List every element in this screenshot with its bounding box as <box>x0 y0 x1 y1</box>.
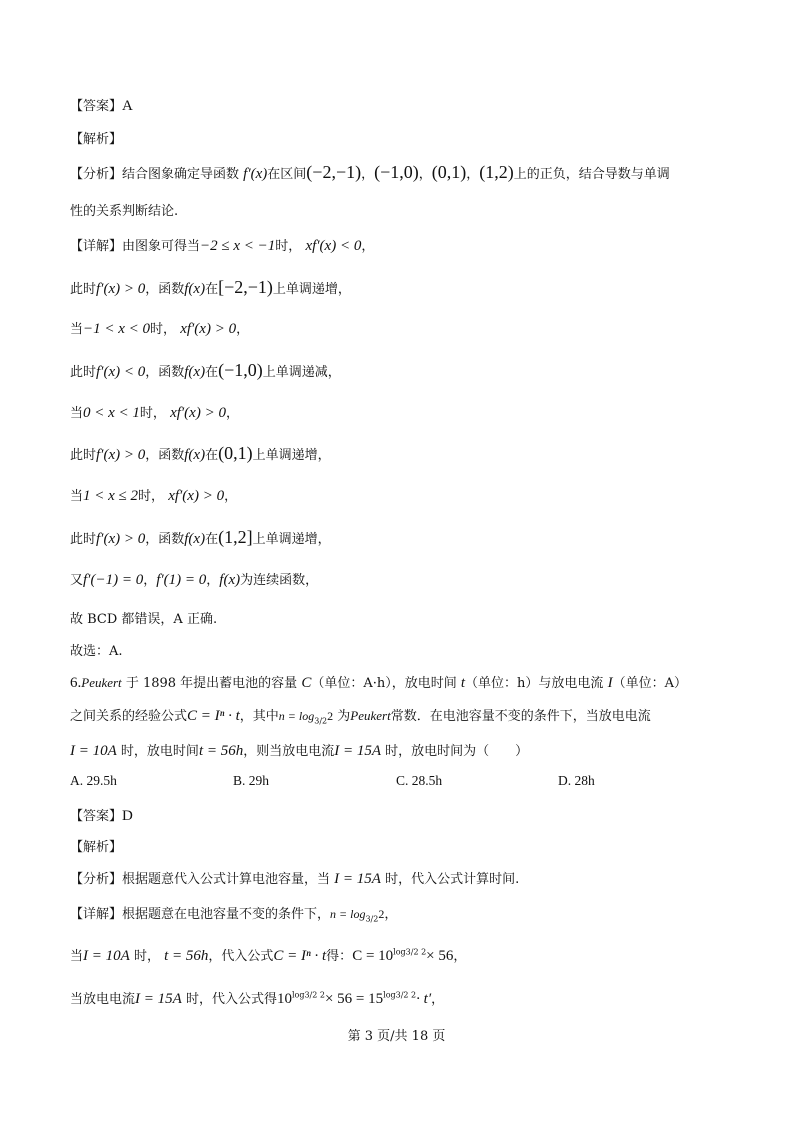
detail-line-3: 此时f′(x) < 0，函数f(x)在(−1,0)上单调递减， <box>70 360 341 380</box>
detail-line-4: 当0 < x < 1时， xf′(x) > 0， <box>70 405 239 421</box>
option-d: D. 28h <box>558 773 595 788</box>
interval: (−1,0) <box>374 162 419 182</box>
answer-line-2: 【答案】D <box>70 808 133 824</box>
detail-line-1: 此时f′(x) > 0，函数f(x)在[−2,−1)上单调递增， <box>70 277 351 297</box>
answer-value: A <box>122 98 133 114</box>
question-6-line-3: I = 10A 时，放电时间t = 56h，则当放电电流I = 15A 时，放电时间为（ ） <box>70 743 529 759</box>
question-6-line-2: 之间关系的经验公式C = Iⁿ · t，其中$n = \log_{3/2}2$ 为Peukert常数．在电池容量不变的条件下，当放电电流 <box>70 708 651 726</box>
interval: (0,1) <box>431 162 467 182</box>
fenxi-line-1: 【分析】结合图象确定导函数 f′(x)在区间(−2,−1)，(−1,0)，(0,1)，(1,2)上的正负，结合导数与单调 <box>70 162 670 182</box>
detail-line-6: 当1 < x ≤ 2时， xf′(x) > 0， <box>70 488 238 504</box>
analysis-label-2: 【解析】 <box>70 840 123 855</box>
option-b: B. 29h <box>233 773 270 788</box>
interval: (−2,−1) <box>306 162 362 182</box>
question-6-line-1: 6.Peukert 于 1898 年提出蓄电池的容量 C（单位：A·h），放电时间 t（单位：h）与放电电流 I（单位：A） <box>70 675 687 691</box>
detail-line-2: 当−1 < x < 0时， xf′(x) > 0， <box>70 321 250 337</box>
answer-line-1 <box>70 95 133 115</box>
option-c: C. 28.5h <box>396 773 443 788</box>
answer-label: 【答案】 <box>70 99 123 114</box>
detail-also: 又f′(−1) = 0，f′(1) = 0，f(x)为连续函数， <box>70 572 319 588</box>
detail-line-7: 此时f′(x) > 0，函数f(x)在(1,2]上单调递增， <box>70 527 331 547</box>
fenxi-line-2: 性的关系判断结论. <box>70 204 179 219</box>
fenxi-line-3: 【分析】根据题意代入公式计算电池容量，当 I = 15A 时，代入公式计算时间. <box>70 871 520 887</box>
detail-choose: 故选：A. <box>70 644 123 659</box>
detail-line-0: 【详解】由图象可得当−2 ≤ x < −1时， xf′(x) < 0， <box>70 238 375 254</box>
detail2-line-2: 当I = 10A 时， t = 56h，代入公式C = Iⁿ · t得：$C = 10^{log3/2 2}\times 56$， <box>70 947 467 964</box>
detail-line-5: 此时f′(x) > 0，函数f(x)在(0,1)上单调递增， <box>70 443 331 463</box>
analysis-label-1: 【解析】 <box>70 132 123 147</box>
page-footer: 第 3 页/共 18 页 <box>347 1029 446 1044</box>
interval: (1,2) <box>479 162 514 182</box>
detail2-line-3: 当放电电流I = 15A 时，代入公式得$10^{log3/2 2}\times 56 = 15^{log3/2 2}\cdot t'$， <box>70 990 445 1007</box>
detail2-line-1: 【详解】根据题意在电池容量不变的条件下，$n = \log_{3/2}2$， <box>70 907 398 924</box>
detail-conclusion: 故 BCD 都错误，A 正确. <box>70 612 218 627</box>
option-a: A. 29.5h <box>70 773 117 788</box>
